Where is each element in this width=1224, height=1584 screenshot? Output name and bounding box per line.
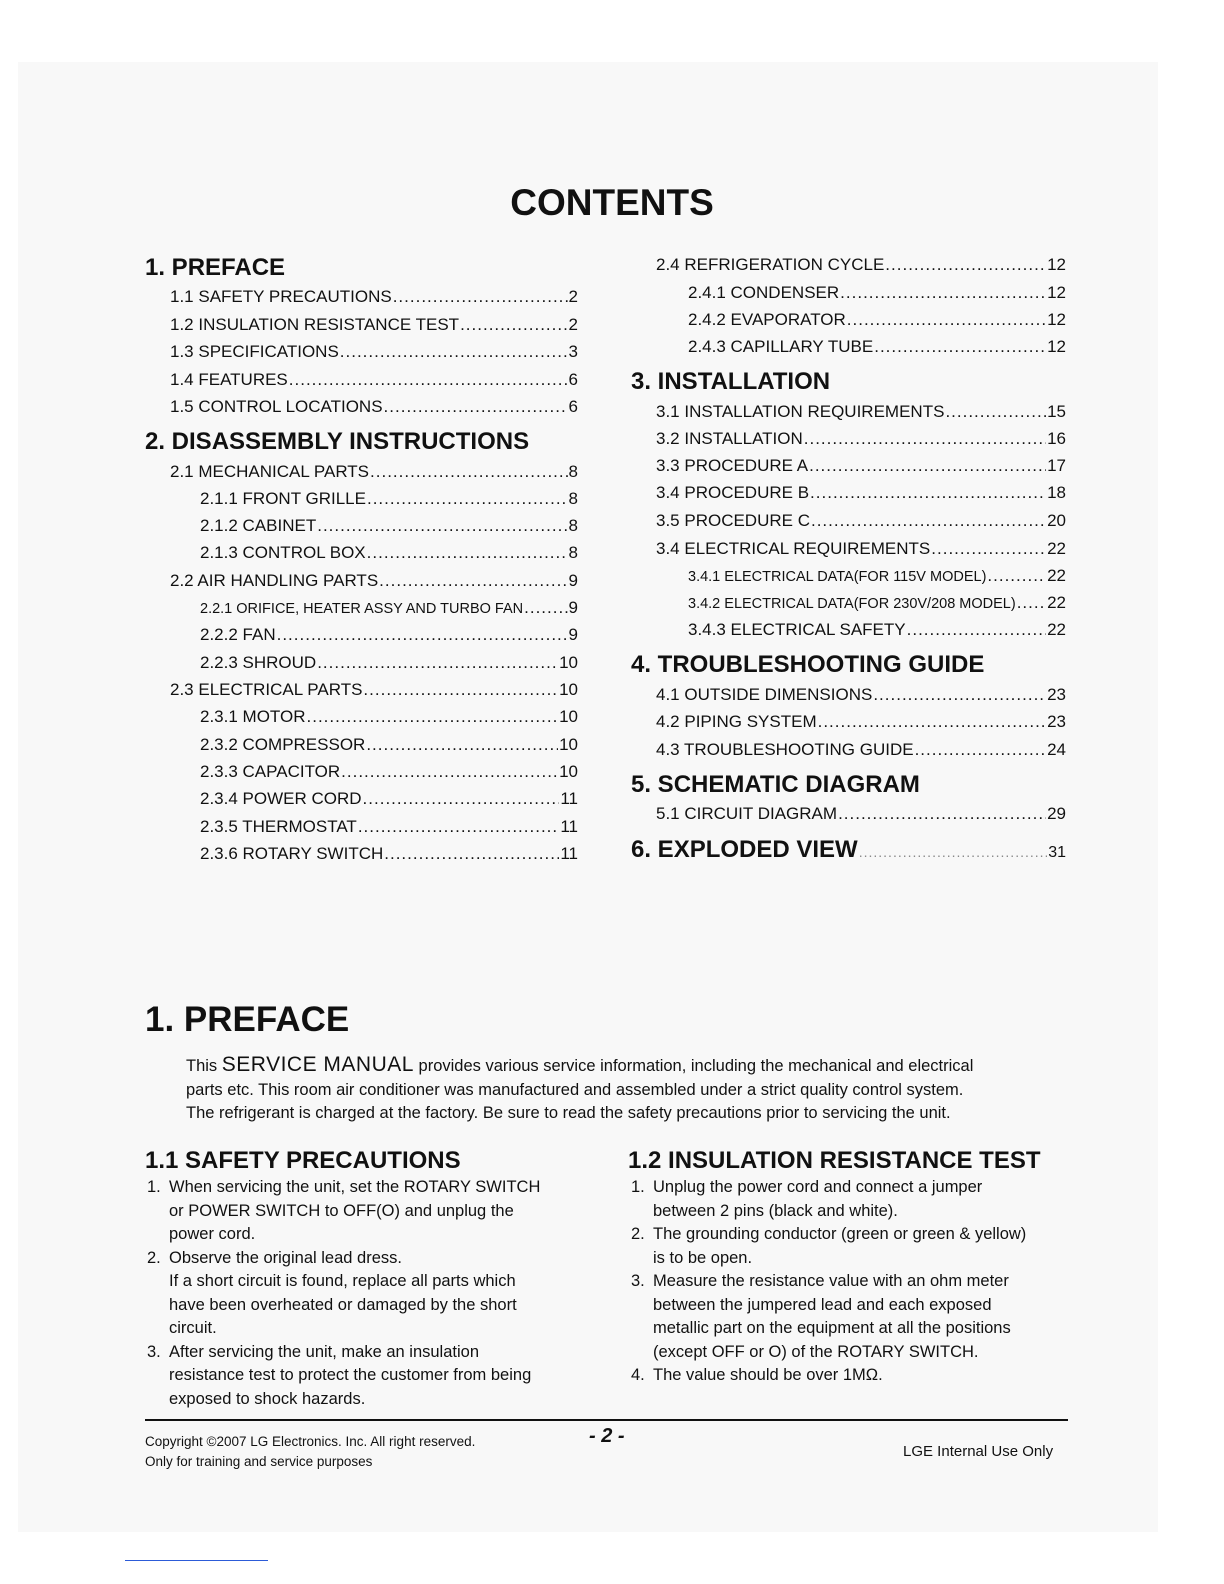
toc-page-number: 12: [1047, 310, 1066, 329]
toc-entry[interactable]: [170, 462, 578, 482]
toc-entry[interactable]: [200, 598, 578, 618]
toc-page-number: 18: [1047, 483, 1066, 502]
list-item-line: exposed to shock hazards.: [169, 1389, 366, 1408]
footer-training-note: Only for training and service purposes: [145, 1454, 373, 1469]
toc-entry[interactable]: [200, 817, 578, 837]
toc-leader: [859, 844, 1047, 860]
toc-leader: [340, 342, 568, 362]
safety-heading: 1.1 SAFETY PRECAUTIONS: [145, 1147, 461, 1174]
toc-page-number: 22: [1047, 539, 1066, 558]
toc-leader: [847, 310, 1046, 330]
toc-entry-label: 4.3 TROUBLESHOOTING GUIDE: [656, 740, 914, 759]
list-item-number: 4.: [631, 1366, 645, 1384]
toc-page-number: 20: [1047, 511, 1066, 530]
toc-leader: [809, 456, 1046, 476]
list-item-line: is to be open.: [653, 1248, 753, 1267]
toc-entry-label: 2.1.2 CABINET: [200, 516, 317, 535]
list-item-line: The value should be over 1MΩ.: [653, 1366, 883, 1384]
toc-entry-label: 2.1 MECHANICAL PARTS: [170, 462, 370, 481]
toc-leader: [810, 483, 1046, 503]
toc-entry-label: 3.4.3 ELECTRICAL SAFETY: [688, 620, 906, 639]
toc-entry-label: 1.1 SAFETY PRECAUTIONS: [170, 287, 392, 306]
list-item-line: or POWER SWITCH to OFF(O) and unplug the: [169, 1201, 514, 1220]
toc-entry[interactable]: [170, 315, 578, 335]
toc-entry[interactable]: [656, 255, 1066, 275]
toc-entry[interactable]: [688, 283, 1066, 303]
toc-leader: [307, 707, 559, 727]
page-number: - 2 -: [589, 1425, 625, 1447]
list-item: [631, 1223, 1076, 1270]
toc-entry-label: 6. EXPLODED VIEW: [631, 836, 858, 863]
toc-entry[interactable]: [200, 844, 578, 864]
toc-page-number: 11: [560, 789, 578, 808]
list-item-line: Measure the resistance value with an ohm meter: [653, 1272, 1009, 1290]
list-item-line: Unplug the power cord and connect a jumper: [653, 1178, 983, 1196]
list-item-number: 3.: [147, 1342, 161, 1361]
toc-entry[interactable]: [200, 489, 578, 509]
toc-leader: [379, 571, 567, 591]
toc-entry-label: 2.1.1 FRONT GRILLE: [200, 489, 366, 508]
toc-page-number: 10: [559, 707, 578, 726]
toc-leader: [277, 625, 568, 645]
toc-leader: [317, 516, 567, 536]
toc-page-number: 10: [559, 762, 578, 781]
toc-entry[interactable]: [200, 625, 578, 645]
toc-page-number: 22: [1047, 593, 1066, 612]
toc-entry[interactable]: [170, 397, 578, 417]
toc-entry-label: 2.2 AIR HANDLING PARTS: [170, 571, 379, 590]
preface-intro-rest: provides various service information, including the mechanical and electrical: [418, 1057, 974, 1075]
toc-entry-label: 2.3.2 COMPRESSOR: [200, 735, 366, 754]
list-item-line: Observe the original lead dress.: [169, 1248, 402, 1267]
toc-entry[interactable]: [170, 680, 578, 700]
toc-leader: [874, 337, 1046, 357]
toc-page-number: 11: [560, 844, 578, 863]
toc-entry-label: 2.3.6 ROTARY SWITCH: [200, 844, 384, 863]
toc-entry[interactable]: [656, 539, 1066, 559]
toc-entry[interactable]: [688, 566, 1066, 586]
list-item-line: resistance test to protect the customer from being: [169, 1366, 532, 1384]
toc-entry-label: 2.3.3 CAPACITOR: [200, 762, 341, 781]
toc-page-number: 6: [568, 397, 578, 416]
toc-entry[interactable]: [200, 707, 578, 727]
list-item-line: power cord.: [169, 1225, 256, 1243]
toc-leader: [915, 740, 1047, 760]
insulation-heading: 1.2 INSULATION RESISTANCE TEST: [628, 1147, 1041, 1174]
toc-leader: [384, 397, 568, 417]
toc-entry[interactable]: [170, 370, 578, 390]
toc-page-number: 12: [1047, 255, 1066, 274]
toc-page-number: 10: [559, 680, 578, 699]
toc-leader: [811, 511, 1046, 531]
toc-entry-label: 4.2 PIPING SYSTEM: [656, 712, 817, 731]
list-item-number: 3.: [631, 1272, 645, 1290]
toc-entry-label: 2.3 ELECTRICAL PARTS: [170, 680, 363, 699]
toc-leader: [367, 543, 568, 563]
toc-heading-troubleshooting[interactable]: 4. TROUBLESHOOTING GUIDE: [631, 651, 985, 678]
footer-rule: [145, 1419, 1068, 1421]
toc-entry[interactable]: [688, 593, 1066, 613]
toc-leader: [370, 462, 568, 482]
list-item-line: The grounding conductor (green or green & yellow): [653, 1225, 1027, 1243]
toc-entry[interactable]: [200, 735, 578, 755]
preface-line-1: [186, 1053, 1076, 1079]
toc-leader: [838, 804, 1046, 824]
toc-page-number: 3: [568, 342, 578, 361]
toc-entry[interactable]: [200, 762, 578, 782]
list-item-line: After servicing the unit, make an insulation: [169, 1342, 479, 1361]
toc-entry[interactable]: [200, 516, 578, 536]
toc-page-number: 6: [568, 370, 578, 389]
toc-entry[interactable]: [688, 620, 1066, 640]
toc-entry[interactable]: [656, 483, 1066, 503]
toc-page-number: 8: [568, 489, 578, 508]
toc-entry-label: 2.4.2 EVAPORATOR: [688, 310, 846, 329]
toc-entry-label: 5.1 CIRCUIT DIAGRAM: [656, 804, 838, 823]
toc-entry-label: 2.3.5 THERMOSTAT: [200, 817, 357, 836]
list-item-line: When servicing the unit, set the ROTARY SWITCH: [169, 1178, 541, 1196]
toc-page-number: 9: [568, 571, 578, 590]
toc-entry-label: 4.1 OUTSIDE DIMENSIONS: [656, 685, 873, 704]
toc-entry[interactable]: [656, 685, 1066, 705]
toc-leader: [384, 844, 559, 864]
toc-entry-label: 1.2 INSULATION RESISTANCE TEST: [170, 315, 460, 334]
toc-leader: [289, 370, 568, 390]
toc-entry-label: 2.2.2 FAN: [200, 625, 276, 644]
preface-heading: 1. PREFACE: [145, 1000, 350, 1039]
toc-leader: [804, 429, 1046, 449]
list-item-number: 1.: [147, 1178, 161, 1196]
toc-entry-label: 3.4.1 ELECTRICAL DATA(FOR 115V MODEL): [688, 569, 987, 585]
toc-page-number: 23: [1047, 712, 1066, 731]
toc-entry[interactable]: [688, 310, 1066, 330]
toc-heading-exploded-view[interactable]: [631, 836, 1066, 864]
toc-page-number: 24: [1047, 740, 1066, 759]
toc-leader: [363, 789, 560, 809]
preface-intro-emph: SERVICE MANUAL: [221, 1053, 414, 1076]
toc-leader: [931, 539, 1046, 559]
toc-leader: [885, 255, 1046, 275]
toc-page-number: 8: [568, 543, 578, 562]
toc-leader: [907, 620, 1046, 640]
toc-entry-label: 3.5 PROCEDURE C: [656, 511, 810, 530]
toc-page-number: 10: [559, 653, 578, 672]
toc-page-number: 10: [559, 735, 578, 754]
toc-entry-label: 1.5 CONTROL LOCATIONS: [170, 397, 383, 416]
toc-leader: [873, 685, 1046, 705]
toc-entry[interactable]: [200, 653, 578, 673]
toc-entry-label: 2.4.1 CONDENSER: [688, 283, 840, 302]
preface-intro-prefix: This: [186, 1057, 218, 1075]
toc-entry-label: 3.3 PROCEDURE A: [656, 456, 809, 475]
list-item: [147, 1176, 592, 1247]
toc-heading-preface[interactable]: 1. PREFACE: [145, 254, 286, 281]
toc-heading-disassembly[interactable]: 2. DISASSEMBLY INSTRUCTIONS: [145, 428, 530, 455]
list-item-number: 1.: [631, 1178, 645, 1196]
toc-leader: [366, 735, 558, 755]
list-item-number: 2.: [147, 1248, 161, 1267]
list-item: [631, 1270, 1076, 1364]
toc-page-number: 16: [1047, 429, 1066, 448]
toc-leader: [460, 315, 567, 335]
toc-entry-label: 2.4.3 CAPILLARY TUBE: [688, 337, 874, 356]
toc-entry[interactable]: [656, 511, 1066, 531]
list-item-line: have been overheated or damaged by the short: [169, 1295, 517, 1314]
toc-leader: [987, 566, 1046, 586]
toc-entry[interactable]: [656, 712, 1066, 732]
toc-page-number: 17: [1047, 456, 1066, 475]
toc-page-number: 15: [1047, 402, 1066, 421]
toc-entry-label: 3.2 INSTALLATION: [656, 429, 803, 448]
list-item: [631, 1364, 1076, 1388]
list-item-line: between 2 pins (black and white).: [653, 1201, 898, 1220]
toc-leader: [945, 402, 1046, 422]
toc-entry[interactable]: [656, 740, 1066, 760]
toc-leader: [317, 653, 558, 673]
footer-internal-use: LGE Internal Use Only: [903, 1443, 1054, 1460]
toc-entry-label: 1.3 SPECIFICATIONS: [170, 342, 339, 361]
preface-paragraph: [186, 1053, 1076, 1126]
toc-entry[interactable]: [656, 804, 1066, 824]
toc-entry-label: 2.2.1 ORIFICE, HEATER ASSY AND TURBO FAN: [200, 601, 524, 617]
toc-entry-label: 2.3.1 MOTOR: [200, 707, 306, 726]
toc-page-number: 31: [1048, 844, 1066, 861]
list-item-line: If a short circuit is found, replace all parts which: [169, 1272, 516, 1290]
toc-entry-label: 3.1 INSTALLATION REQUIREMENTS: [656, 402, 945, 421]
toc-leader: [840, 283, 1046, 303]
toc-entry-label: 3.4 PROCEDURE B: [656, 483, 810, 502]
toc-entry-label: 2.2.3 SHROUD: [200, 653, 317, 672]
toc-heading-schematic[interactable]: 5. SCHEMATIC DIAGRAM: [631, 771, 920, 798]
list-item-line: (except OFF or O) of the ROTARY SWITCH.: [653, 1342, 979, 1361]
list-item-line: between the jumpered lead and each exposed: [653, 1295, 992, 1314]
list-item-line: metallic part on the equipment at all the positions: [653, 1319, 1011, 1337]
list-item: [147, 1247, 592, 1341]
toc-entry[interactable]: [170, 287, 578, 307]
toc-leader: [358, 817, 560, 837]
toc-entry-label: 3.4 ELECTRICAL REQUIREMENTS: [656, 539, 931, 558]
preface-line-2: parts etc. This room air conditioner was manufactured and assembled under a strict quality control system.: [186, 1080, 964, 1099]
toc-entry-label: 1.4 FEATURES: [170, 370, 288, 389]
toc-entry[interactable]: [656, 402, 1066, 422]
toc-entry[interactable]: [688, 337, 1066, 357]
toc-leader: [341, 762, 558, 782]
toc-page-number: 2: [568, 287, 578, 306]
toc-page-number: 23: [1047, 685, 1066, 704]
bottom-link-underline: [125, 1560, 268, 1561]
toc-page-number: 8: [568, 462, 578, 481]
toc-page-number: 29: [1047, 804, 1066, 823]
toc-entry-label: 2.1.3 CONTROL BOX: [200, 543, 366, 562]
preface-line-3: The refrigerant is charged at the factory. Be sure to read the safety precautions prior to servicing the unit.: [186, 1104, 951, 1122]
toc-page-number: 22: [1047, 620, 1066, 639]
list-item-line: circuit.: [169, 1319, 217, 1337]
toc-entry-label: 3.4.2 ELECTRICAL DATA(FOR 230V/208 MODEL): [688, 596, 1016, 612]
toc-page-number: 2: [568, 315, 578, 334]
toc-entry-label: 2.4 REFRIGERATION CYCLE: [656, 255, 885, 274]
toc-page-number: 12: [1047, 337, 1066, 356]
toc-heading-installation[interactable]: 3. INSTALLATION: [631, 368, 831, 395]
toc-entry-label: 2.3.4 POWER CORD: [200, 789, 362, 808]
toc-leader: [363, 680, 558, 700]
list-item: [147, 1341, 592, 1412]
toc-entry[interactable]: [656, 456, 1066, 476]
list-item: [631, 1176, 1076, 1223]
list-item-number: 2.: [631, 1225, 645, 1243]
toc-entry[interactable]: [200, 789, 578, 809]
toc-entry[interactable]: [656, 429, 1066, 449]
toc-page-number: 11: [560, 817, 578, 836]
toc-entry[interactable]: [200, 543, 578, 563]
toc-page-number: 9: [568, 625, 578, 644]
toc-entry[interactable]: [170, 571, 578, 591]
footer-copyright: Copyright ©2007 LG Electronics. Inc. All right reserved.: [145, 1434, 476, 1449]
contents-title: CONTENTS: [510, 182, 714, 223]
toc-leader: [524, 598, 567, 618]
toc-leader: [1017, 593, 1046, 613]
toc-page-number: 9: [568, 598, 578, 617]
toc-leader: [393, 287, 568, 307]
toc-page-number: 12: [1047, 283, 1066, 302]
safety-list: [147, 1176, 592, 1411]
toc-leader: [818, 712, 1046, 732]
toc-page-number: 8: [568, 516, 578, 535]
toc-page-number: 22: [1047, 566, 1066, 585]
insulation-list: [631, 1176, 1076, 1388]
toc-leader: [367, 489, 568, 509]
toc-entry[interactable]: [170, 342, 578, 362]
